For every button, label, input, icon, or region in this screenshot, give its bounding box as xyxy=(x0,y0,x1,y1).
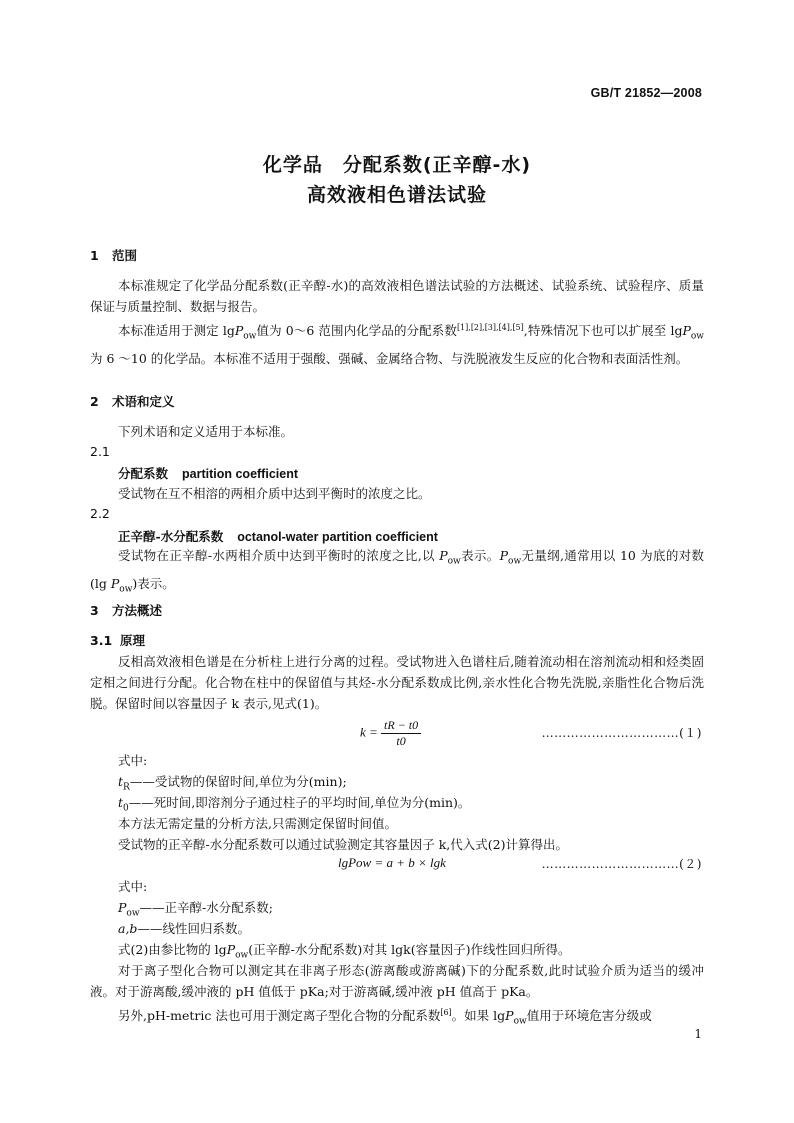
ionic-compound-paragraph: 对于离子型化合物可以测定其在非离子形态(游离酸或游离碱)下的分配系数,此时试验介质为适当的缓冲液。对于游离酸,缓冲液的 pH 值低于 pKa;对于游离碱,缓冲液 pH 值高于 pKa。 xyxy=(90,963,704,999)
text-span: 本标准适用于测定 lg xyxy=(118,323,235,339)
text-span: 式(2)由参比物的 lg xyxy=(118,942,227,957)
page-number: 1 xyxy=(694,1027,702,1041)
equation-1 xyxy=(360,718,421,749)
subscript-ow: ow xyxy=(243,331,257,342)
section-title: 范围 xyxy=(112,248,138,263)
term-cn: 分配系数 xyxy=(118,466,169,481)
section-title: 术语和定义 xyxy=(112,394,175,409)
subscript-0: 0 xyxy=(123,803,129,814)
section-2-intro: 下列术语和定义适用于本标准。 xyxy=(118,424,294,439)
text-span: 值用于环境危害分级或 xyxy=(526,1008,652,1024)
symbol-t: t xyxy=(118,774,124,789)
subscript-ow: ow xyxy=(235,950,249,961)
text-span: 。如果 lg xyxy=(451,1008,506,1024)
equation-2-number: ……………………………(２) xyxy=(541,857,702,871)
text-span: 无量纲,通常用以 10 为底的对数(lg xyxy=(90,548,705,591)
text-span: ——正辛醇-水分配系数; xyxy=(139,900,273,915)
document-title-line2: 高效液相色谱法试验 xyxy=(306,184,487,206)
definition-2-1-text: 受试物在互不相溶的两相介质中达到平衡时的浓度之比。 xyxy=(118,486,431,501)
section-2-heading xyxy=(90,392,175,410)
subscript-ow: ow xyxy=(513,1016,527,1027)
calculation-note: 受试物的正辛醇-水分配系数可以通过试验测定其容量因子 k,代入式(2)计算得出。 xyxy=(118,837,568,852)
definition-2-2-number: 2.2 xyxy=(90,506,110,521)
text-span: )表示。 xyxy=(132,575,175,591)
symbol-P: P xyxy=(505,1008,514,1024)
text-span: 表示。 xyxy=(460,548,500,563)
section-number: 3.1 xyxy=(90,633,113,648)
symbol-P: P xyxy=(118,900,127,915)
section-3-1-paragraph-1: 反相高效液相色谱是在分析柱上进行分离的过程。受试物进入色谱柱后,随着流动相在溶剂流动相和烃类固定相之间进行分配。化合物在柱中的保留值与其烃-水分配系数成比例,亲水性化合物先洗脱,亲脂性化合物后洗脱。保留时间以容量因子 k 表示,见式(1)。 xyxy=(90,654,704,711)
subscript-ow: ow xyxy=(126,908,140,919)
section-number: 2 xyxy=(90,394,99,409)
subscript-R: R xyxy=(123,782,130,793)
symbol-t: t xyxy=(118,795,124,810)
symbol-ab: a,b xyxy=(118,921,138,936)
text-span: (正辛醇-水分配系数)对其 lgk(容量因子)作线性回归所得。 xyxy=(248,942,571,957)
variable-ab-definition xyxy=(118,918,250,939)
section-title: 方法概述 xyxy=(112,603,163,618)
section-3-1-heading xyxy=(90,631,145,649)
definition-2-1-term xyxy=(118,464,298,482)
ph-metric-paragraph xyxy=(90,1002,704,1033)
section-3-heading xyxy=(90,601,162,619)
symbol-P: P xyxy=(682,323,691,339)
eq-denominator: t0 xyxy=(396,734,406,748)
equation-2: lgPow = a + b × lgk xyxy=(338,855,446,870)
symbol-P: P xyxy=(226,942,236,957)
subscript-ow: ow xyxy=(119,584,133,594)
section-number: 1 xyxy=(90,248,99,263)
section-1-paragraph-2 xyxy=(90,317,704,369)
definition-2-2-text xyxy=(90,545,704,600)
symbol-P: P xyxy=(110,575,120,591)
eq-numerator: tR − t0 xyxy=(381,718,421,734)
symbol-P: P xyxy=(439,548,448,563)
definition-2-1-number: 2.1 xyxy=(90,444,110,459)
text-span: 另外,pH-metric 法也可用于测定离子型化合物的分配系数 xyxy=(118,1008,441,1024)
text-span: ,特殊情况下也可以扩展至 lg xyxy=(523,323,683,339)
term-en: partition coefficient xyxy=(182,467,298,481)
where-label-1: 式中: xyxy=(118,753,148,768)
reference-mark: [6] xyxy=(440,1008,452,1017)
section-number: 3 xyxy=(90,603,99,618)
term-cn: 正辛醇-水分配系数 xyxy=(118,529,224,544)
standard-number: GB/T 21852—2008 xyxy=(590,86,702,100)
eq-lhs: k = xyxy=(360,724,382,740)
definition-2-2-term xyxy=(118,527,438,545)
text-span: 为 6 ～10 的化学品。本标准不适用于强酸、强碱、金属络合物、与洗脱液发生反应的化合物和表面活性剂。 xyxy=(90,350,689,366)
text-span: ——线性回归系数。 xyxy=(137,921,250,936)
equation-1-number: ……………………………(１) xyxy=(541,726,702,740)
section-1-paragraph-1: 本标准规定了化学品分配系数(正辛醇-水)的高效液相色谱法试验的方法概述、试验系统、试验程序、质量保证与质量控制、数据与报告。 xyxy=(90,278,704,314)
text-span: ——死时间,即溶剂分子通过柱子的平均时间,单位为分(min)。 xyxy=(128,795,471,810)
text-span: ——受试物的保留时间,单位为分(min); xyxy=(129,774,347,789)
section-title: 原理 xyxy=(120,633,146,648)
symbol-P: P xyxy=(499,548,509,563)
text-span: 受试物在正辛醇-水两相介质中达到平衡时的浓度之比,以 xyxy=(118,548,440,563)
document-title-line1: 化学品 分配系数(正辛醇-水) xyxy=(262,154,532,176)
symbol-P: P xyxy=(234,323,244,339)
reference-marks: [1],[2],[3],[4],[5] xyxy=(456,323,524,332)
eq-fraction xyxy=(381,718,421,749)
where-label-2: 式中: xyxy=(118,879,148,894)
subscript-ow: ow xyxy=(508,556,522,567)
subscript-ow: ow xyxy=(447,556,461,567)
term-en: octanol-water partition coefficient xyxy=(237,530,438,544)
subscript-ow: ow xyxy=(690,331,704,342)
text-span: 值为 0～6 范围内化学品的分配系数 xyxy=(256,323,457,339)
section-1-heading xyxy=(90,246,137,264)
method-note: 本方法无需定量的分析方法,只需测定保留时间值。 xyxy=(118,816,397,831)
